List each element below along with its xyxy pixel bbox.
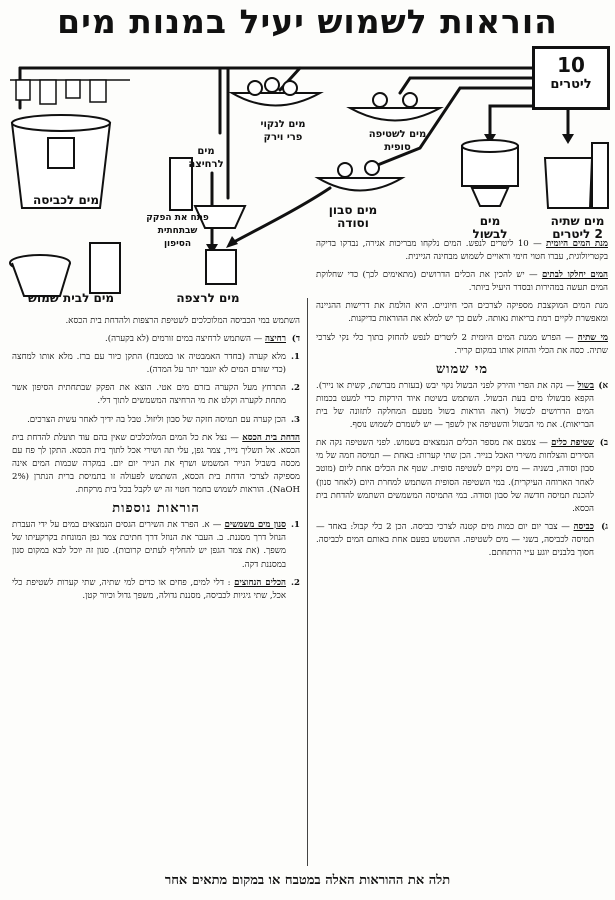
paragraph-heading: הדחת בית הכסא (242, 432, 300, 443)
item-number: 2. (291, 577, 300, 588)
paragraph-text: — צבר יום יום כמות מים קטנה לצרכי כביסה. הכן 2 כלי קבול: באחד — תמיסה לכביסה, בשני — מים לשטיפה. התשמש בפעם אחת באותם המים לכביסה. חסוך בלבנים יוגע ע״י הרתחתם. (316, 521, 594, 558)
toilet-water-label: מים לבית שמוש (27, 291, 115, 305)
column-divider (307, 298, 308, 866)
laundry-water-label: מים לכביסה (32, 193, 100, 207)
paragraph-heading: מי שתיה (577, 332, 608, 343)
paragraph-text: — נצל את כל המים המלוכלכים שאין בהם עוד תועלת להדחת בית הכסא. אל תשליך נייר, צמר גפן, עלי תה ושירי אכל לתוך בית הכסא. התקן לך פח עם מכסה בשביל הנייר המשמש ושרף את הנייר יום יום. במקרה שכמות המים אינה מספיקה לצרכי הדחת בית הכסא, השתמש לפעולה זו בתמיסת ברית הנתרן (2% NaOH). הוראות לשמוש בחמר חטוי זה יש לקבל בכל בית מרקחת. (12, 432, 300, 496)
paragraph (12, 432, 300, 497)
poster-title: הוראות לשמוש יעיל במנות מים (57, 2, 558, 41)
paragraph (316, 380, 608, 432)
paragraph-heading: סנון מים משמשים (224, 520, 286, 531)
paragraph (12, 414, 300, 427)
paragraph-text: — יש להכין את הכלים הדרושים (מתאימים לכך) כדי שחלוקת המים תעשה במהירות ובסדר היעיל ביותר. (316, 270, 608, 294)
paragraph-text: : דלי למים, פחים או כדים למי שתיה, שתי קערות לשטיפת כלי אכל, שתי גיגיות לכביסה, מסננת גדולה, משפך גדול וכיור קטן. (12, 577, 286, 601)
paragraph-text: — הפרש ממנת המים היומית 2 ליטרים לנפש להחזק בתוך כלי נקי לצרכי שתיה. כסה את הכלי והחזק אותו במקום קריר. (316, 332, 608, 356)
washing-water-label: מים לרחיצה (188, 146, 224, 170)
item-number: ב) (599, 438, 608, 449)
paragraph-heading: רחיצה (264, 334, 286, 345)
section-heading: הוראות נוספות (112, 501, 200, 517)
item-number: ד) (291, 334, 300, 345)
footer-instruction: תלה את ההוראות האלה במטבח או במקום מתאים אחר (164, 873, 451, 888)
paragraph (316, 521, 608, 560)
paragraph (316, 300, 608, 326)
paragraph-text: — א. הפרד את השירים הגסים הנמצאים במים על ידי העברת הנוזל דרך מסננת. ב. העבר את הנוזל דרך חתיכת צמר גפן המונחת בקרקעיתו של משפך. (את צמר הגפן יש להחליף לעתים קרובות). סנון זה יוכל לבא במקום סנון במסננת דקה. (12, 520, 286, 570)
paragraph-text: התרחץ מעל הקערה בזרם מים אטי. הוצא את הפקק שבתחתית הסיפון אשר מתחת לקערה וקלט את מי הרחיצה המשמשים לתוך דלי. (12, 383, 286, 407)
siphon-plug-note: פתח את הפקק שבתחתית הסיפון (146, 213, 209, 249)
item-number: 1. (291, 352, 300, 363)
paragraph-heading: שטיפת כלים (551, 438, 595, 449)
paragraph-heading: בשול (577, 380, 594, 391)
right-column-text (316, 238, 608, 868)
paragraph (12, 315, 300, 328)
paragraph-text: — 10 ליטרים לנפש. המים נלקחו מבריכות אגירה, נבדקו בדיקה בקטריולוגית, עברו חטוי חימי וראויים לשמוש מבחינה הגיינית. (316, 239, 608, 263)
paragraph (316, 238, 608, 264)
item-number: ג) (601, 521, 608, 532)
water-ration-box (532, 46, 610, 110)
paragraph (12, 519, 300, 571)
paragraph-text: מנת המים המוקצבת מספיקה לצרכים הכי חיוניים. היא הולמת את דרישות ההגיינה ומאפשרת לקיים רמת בריאות נאותה. לשם כך יש למלא את ההוראות בדיקנות. (316, 301, 608, 325)
item-number: 2. (291, 383, 300, 394)
paragraph (12, 382, 300, 408)
ration-amount: 10 (557, 53, 585, 77)
ration-unit: ליטרים (550, 77, 592, 92)
item-number: 1. (291, 520, 300, 531)
soap-water-label: מים סבון וסודה (328, 203, 378, 230)
drinking-water-label: מים שתיה 2 ליטרים (550, 214, 605, 241)
paragraph (316, 437, 608, 516)
paragraph (12, 333, 300, 346)
paragraph-text: מלא קערה (בחדר האמבטיה או במטבח) התקן כיור עם ברז. מלא אותו למחצה (כדי שזרם המים לא יוגבר יתר על המדה). (12, 352, 286, 376)
paragraph (316, 269, 608, 295)
item-number: א) (598, 380, 608, 391)
paragraph (316, 332, 608, 358)
produce-cleaning-water-label: מים לנקוי פרי וירק (260, 119, 306, 143)
paragraph-text: — נקה את הפרי והירק לפני הבשול נקוי יבש (בעזרת מברשת, קשית או נייר). הקפא מבשולו מים בעת הבשול. השתמש בשיטת איוד הירקות כדי למעט בכמות המים הדרושים לבשול (ראה הוראות בשול מטעם המחלקה לתזונה של בית הבריאות). את מי הבשול והשטיפה אין לשפך — יש לשמרם לשמוש נוסף. (316, 380, 594, 431)
item-number: 3. (291, 414, 300, 425)
paragraph-heading: כביסה (573, 521, 594, 532)
paragraph-text: הכן קערה עם תמיסה חזקה של סבון וליזול. טבל בה ידיך לאחר עשית הצרכים. (27, 414, 286, 425)
paragraph-heading: הכלים הנחוצים (234, 577, 286, 588)
section-heading: מי שמוש (435, 361, 489, 377)
left-column-text (12, 315, 300, 867)
paragraph-text: — השתמש לרחיצה במים זורמים (לא בקערה). (105, 334, 263, 345)
final-rinse-water-label: מים לשטיפה סופית (368, 129, 427, 153)
cooking-water-label: מים לבשול (472, 214, 508, 241)
paragraph-text: — צמצם את מספר הכלים הנמצאים בשמוש. לפני השטיפה נקה את הסירים והצלחות משירי האכל בנייר. הכן שתי קערות: באחת — תמיסה חמה של מי סבון וסודה, בשניה — מים נקיים לשטיפה סופית. שטף את הכלים אחת ליום (מוטב לאחר הארוחה העיקרית). במי השטיפה הסופית השתמש למחרת היום (לאחר סנון) להכנת תמיסה חדשה של סבון וסודה. במי התמיסה המשמשים השתמש להדחת בית הכסא. (316, 438, 594, 514)
paragraph (12, 577, 300, 603)
paragraph-heading: המים יחלקו לבתים (541, 270, 608, 281)
paragraph-heading: מנת המים היומית (546, 239, 608, 249)
floor-water-label: מים לרצפה (176, 291, 240, 305)
paragraph (12, 351, 300, 377)
paragraph-text: השתמש במי הכביסה המלוכלכים לשטיפת הרצפות ולהדחת בית הכסא. (65, 316, 300, 326)
